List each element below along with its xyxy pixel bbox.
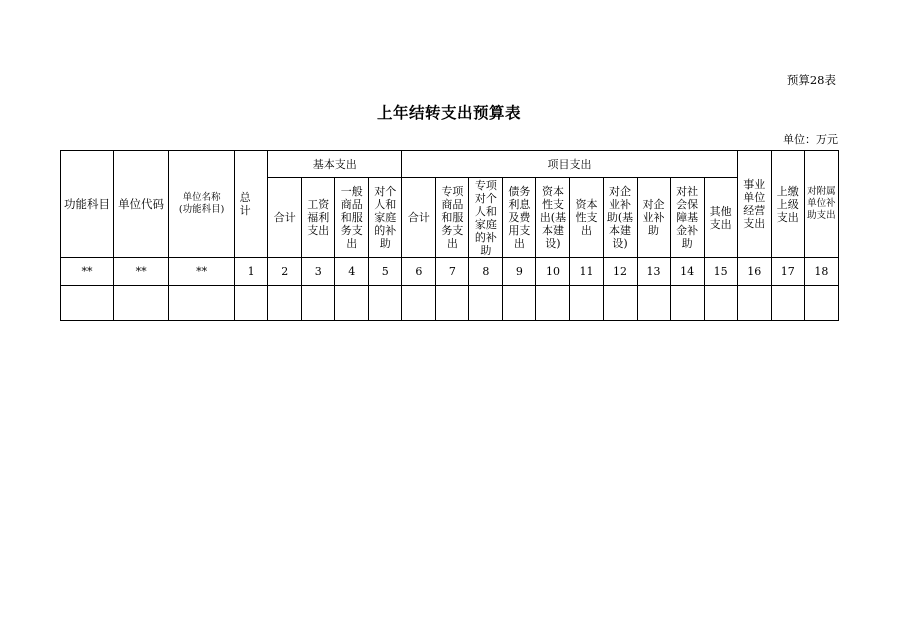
- empty-cell: [536, 286, 570, 321]
- empty-cell: [335, 286, 369, 321]
- header-unit-name-sub: (功能科目): [178, 204, 225, 215]
- index-cell: 17: [771, 258, 804, 286]
- index-row: [61, 258, 839, 286]
- index-cell: 14: [670, 258, 704, 286]
- header-basic-col: 对个人和家庭的补助: [369, 178, 402, 258]
- index-cell: **: [114, 258, 169, 286]
- budget-table: [60, 150, 839, 321]
- index-cell: 12: [603, 258, 637, 286]
- header-project-col: 合计: [402, 178, 436, 258]
- empty-cell: [503, 286, 536, 321]
- empty-cell: [737, 286, 771, 321]
- header-total: 总 计: [235, 151, 268, 258]
- index-cell: 16: [737, 258, 771, 286]
- empty-cell: [570, 286, 603, 321]
- index-cell: 3: [302, 258, 335, 286]
- index-cell: 6: [402, 258, 436, 286]
- form-number: 预算28表: [786, 73, 836, 87]
- header-project-col: 资本性支出(基本建设): [536, 178, 570, 258]
- index-cell: 15: [704, 258, 737, 286]
- header-basic-col: 工资福利支出: [302, 178, 335, 258]
- index-cell: 4: [335, 258, 369, 286]
- header-unit-code: 单位代码: [114, 151, 169, 258]
- header-project-col: 债务利息及费用支出: [503, 178, 536, 258]
- index-cell: 18: [804, 258, 838, 286]
- empty-cell: [771, 286, 804, 321]
- page-title: 上年结转支出预算表: [376, 103, 521, 122]
- empty-cell: [436, 286, 469, 321]
- empty-cell: [402, 286, 436, 321]
- unit-label: 单位：万元: [783, 133, 838, 146]
- index-cell: **: [169, 258, 235, 286]
- index-cell: 8: [469, 258, 503, 286]
- empty-cell: [268, 286, 302, 321]
- header-project-col: 专项商品和服务支出: [436, 178, 469, 258]
- header-basic-col: 一般商品和服务支出: [335, 178, 369, 258]
- empty-cell: [637, 286, 670, 321]
- empty-cell: [469, 286, 503, 321]
- empty-cell: [369, 286, 402, 321]
- header-basic-col: 合计: [268, 178, 302, 258]
- empty-cell: [804, 286, 838, 321]
- header-project-col: 对社会保障基金补助: [670, 178, 704, 258]
- index-cell: 1: [235, 258, 268, 286]
- empty-cell: [235, 286, 268, 321]
- empty-cell: [603, 286, 637, 321]
- header-func-subject: 功能科目: [61, 151, 114, 258]
- header-basic-group: 基本支出: [268, 151, 402, 178]
- header-extra-1: 事业单位经营支出: [737, 151, 771, 258]
- header-unit-name-main: 单位名称: [182, 192, 221, 203]
- index-cell: 7: [436, 258, 469, 286]
- header-extra-2: 上缴上级支出: [771, 151, 804, 258]
- header-project-group: 项目支出: [402, 151, 737, 178]
- header-unit-name: [169, 151, 235, 258]
- header-project-col: 专项对个人和家庭的补助: [469, 178, 503, 258]
- empty-cell: [114, 286, 169, 321]
- index-cell: **: [61, 258, 114, 286]
- header-project-col: 其他支出: [704, 178, 737, 258]
- empty-cell: [302, 286, 335, 321]
- index-cell: 2: [268, 258, 302, 286]
- index-cell: 13: [637, 258, 670, 286]
- empty-cell: [704, 286, 737, 321]
- index-cell: 9: [503, 258, 536, 286]
- empty-data-row: [61, 286, 839, 321]
- header-extra-3: 对附属单位补助支出: [804, 151, 838, 258]
- header-project-col: 资本性支出: [570, 178, 603, 258]
- header-project-col: 对企业补助: [637, 178, 670, 258]
- index-cell: 10: [536, 258, 570, 286]
- index-cell: 5: [369, 258, 402, 286]
- index-cell: 11: [570, 258, 603, 286]
- empty-cell: [61, 286, 114, 321]
- empty-cell: [169, 286, 235, 321]
- header-project-col: 对企业补助(基本建设): [603, 178, 637, 258]
- empty-cell: [670, 286, 704, 321]
- header-row-1: [61, 151, 839, 178]
